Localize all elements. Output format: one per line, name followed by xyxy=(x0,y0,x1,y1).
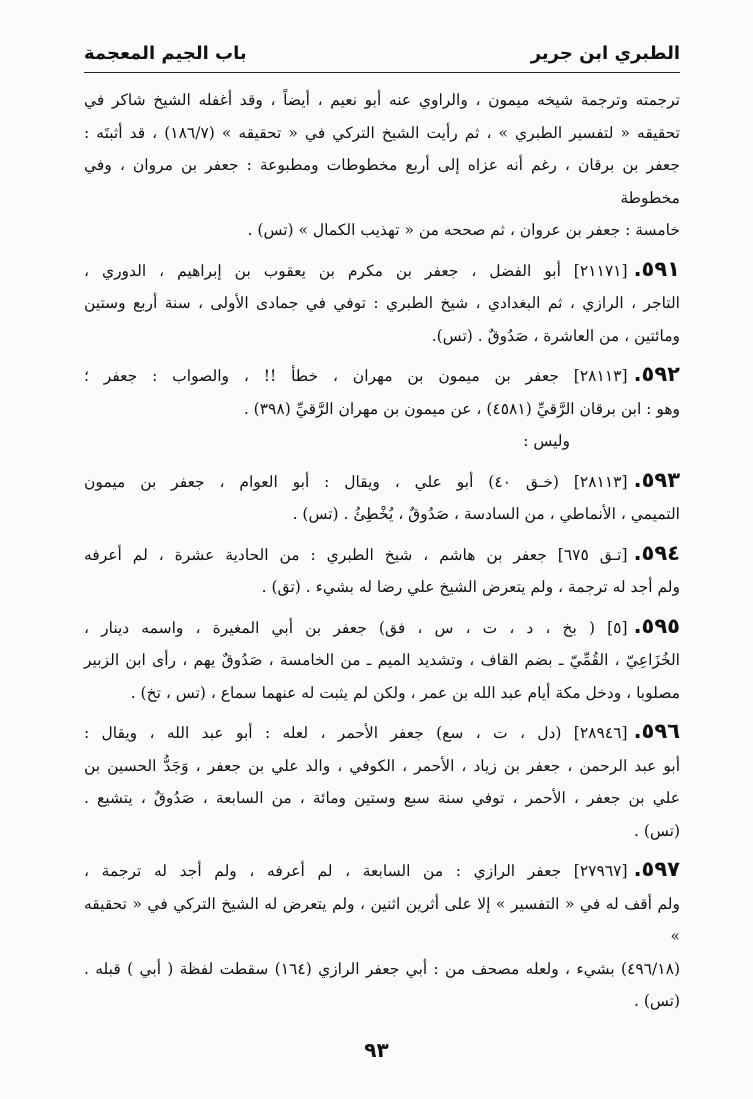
text-line: (تس) . xyxy=(633,992,680,1010)
text-line: جعفر بن برقان ، رغم أنه عزاه إلى أربع مخطوطات ومطبوعة : جعفر بن مروان ، وفي مخطوطة xyxy=(84,156,680,207)
text-line: ولم أقف له في « التفسير » إلا على أثرين اثنين ، ولم يتعرض له الشيخ التركي في « تحقيقه » xyxy=(84,894,680,945)
chapter-title: باب الجيم المعجمة xyxy=(84,42,247,64)
book-title: الطبري ابن جرير xyxy=(530,42,680,64)
entry-first-line: ٥٩٤.[تـق ٦٧٥] جعفر بن هاشم ، شيخ الطبري : من الحادية عشرة ، لم أعرفه xyxy=(84,540,680,565)
entry-number: ٥٩٧. xyxy=(633,857,680,881)
entry-number: ٥٩٢. xyxy=(633,362,680,386)
text-line: (تس) . xyxy=(633,821,680,840)
entry-number: ٥٩٤. xyxy=(633,540,680,565)
text-line: التاجر ، الرازي ، ثم البغدادي ، شيخ الطبري : توفي في جمادى الأولى ، سنة أربع وستين xyxy=(84,294,680,312)
entry-number: ٥٩٥. xyxy=(633,613,680,638)
entry-first-line: ٥٩٧.[٢٧٩٦٧] جعفر الرازي : من السابعة ، لم أعرفه ، ولم أجد له ترجمة ، xyxy=(84,857,680,881)
text-line: وليس : xyxy=(523,432,570,450)
text-line: الخُزَاعِيّ ، القُمِّيّ ـ بضم القاف ، وتشديد الميم ـ من الخامسة ، صَدُوقٌ يهم ، رأى ابن الزبير xyxy=(84,651,680,669)
entry-first-line: ٥٩٢.[٢٨١١٣] جعفر بن ميمون بن مهران ، خطأ !! ، والصواب : جعفر ؛ xyxy=(84,362,680,386)
entry-number: ٥٩٣. xyxy=(633,467,681,492)
entry-first-line: ٥٩٥.[٥] ( بخ ، د ، ت ، س ، فق) جعفر بن أبي المغيرة ، واسمه دينار ، xyxy=(84,613,680,638)
text-line: خامسة : جعفر بن عروان ، ثم صححه من « تهذيب الكمال » (تس) . xyxy=(247,221,680,239)
header-rule xyxy=(84,72,680,73)
page-number: ٩٣ xyxy=(364,1038,389,1062)
text-line: التميمي ، الأنماطي ، من السادسة ، صَدُوقٌ ، يُخْطِئُ . (تس) . xyxy=(292,505,680,523)
entry-first-line: ٥٩٣.[٢٨١١٣] (خـق ٤٠) أبو علي ، ويقال : أبو العوام ، جعفر بن ميمون xyxy=(84,467,681,492)
text-line: تحقيقه « لتفسير الطبري » ، ثم رأيت الشيخ التركي في « تحقيقه » (١٨٦/٧) ، قد أثبتَه : xyxy=(84,123,680,142)
text-line: علي بن جعفر ، الأحمر ، توفي سنة سبع وستين ومائة ، من السابعة ، صَدُوقٌ ، يتشيع . xyxy=(84,789,680,807)
text-line: ومائتين ، من العاشرة ، صَدُوقٌ . (تس). xyxy=(431,326,680,345)
text-line: (٤٩٦/١٨) بشيء ، ولعله مصحف من : أبي جعفر الرازي (١٦٤) سقطت لفظة ( أبي ) قبله . xyxy=(84,959,680,978)
entry-number: ٥٩١. xyxy=(633,256,680,281)
entry-number: ٥٩٦. xyxy=(633,719,680,743)
entry-first-line: ٥٩٦.[٢٨٩٤٦] (دل ، ت ، سع) جعفر الأحمر ، لعله : أبو عبد الله ، ويقال : xyxy=(84,719,680,743)
text-line: مصلوبا ، ودخل مكة أيام عبد الله بن عمر ، ولكن لم يثبت له عنهما سماع ، (تس ، تخ) . xyxy=(130,683,680,702)
entry-first-line: ٥٩١.[٢١١٧١] أبو الفضل ، جعفر بن مكرم بن يعقوب بن إبراهيم ، الدوري ، xyxy=(84,256,680,281)
text-line: أبو عبد الرحمن ، جعفر بن زياد ، الأحمر ، الكوفي ، والد علي بن جعفر ، وَجَدُّ الحسين بن xyxy=(84,756,680,775)
running-header xyxy=(84,36,680,70)
text-line: ترجمته وترجمة شيخه ميمون ، والراوي عنه أبو نعيم ، أيضاً ، وقد أغفله الشيخ شاكر في xyxy=(84,91,680,109)
text-line: ولم أجد له ترجمة ، ولم يتعرض الشيخ علي رضا له بشيء . (تق) . xyxy=(261,578,680,596)
text-line: وهو : ابن برقان الرَّقيِّ (٤٥٨١) ، عن ميمون بن مهران الرَّقيِّ (٣٩٨) . xyxy=(243,399,680,418)
page-body xyxy=(84,84,680,1018)
